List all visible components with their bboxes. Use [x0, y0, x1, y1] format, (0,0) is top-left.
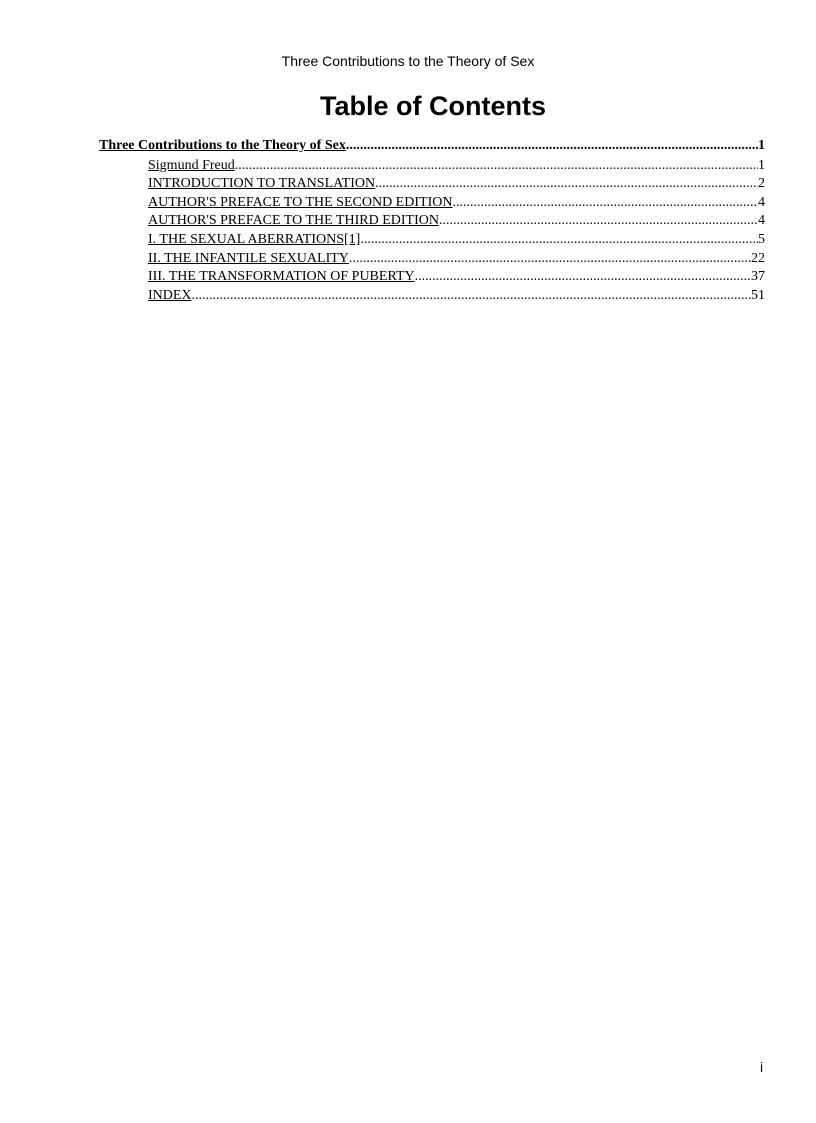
toc-link-sexual-aberrations[interactable]: I. THE SEXUAL ABERRATIONS[1]: [148, 231, 361, 247]
toc-page-number: 22: [751, 250, 765, 266]
toc-entry: [99, 157, 765, 176]
toc-entry: [99, 175, 765, 194]
toc-page-number: 4: [758, 213, 765, 229]
toc-link-sigmund-freud[interactable]: Sigmund Freud: [148, 157, 235, 173]
toc-page-number: 37: [751, 269, 765, 285]
toc-entry: [99, 212, 765, 231]
toc-entry: [99, 231, 765, 250]
toc-main-link[interactable]: Three Contributions to the Theory of Sex: [99, 138, 346, 153]
toc-link-transformation-of-puberty[interactable]: III. THE TRANSFORMATION OF PUBERTY: [148, 269, 415, 285]
page-number: i: [760, 1059, 764, 1075]
toc-entry: [99, 250, 765, 269]
dot-leader: [346, 137, 758, 156]
dot-leader: [415, 268, 751, 287]
toc-entry: [99, 268, 765, 287]
dot-leader: [375, 175, 758, 194]
running-header: Three Contributions to the Theory of Sex: [281, 53, 535, 69]
toc-entry: [99, 194, 765, 213]
page-title: Table of Contents: [320, 91, 546, 121]
toc-link-preface-third-edition[interactable]: AUTHOR'S PREFACE TO THE THIRD EDITION: [148, 213, 439, 229]
toc-page-number: 1: [758, 138, 765, 153]
toc-page-number: 2: [758, 176, 765, 192]
dot-leader: [452, 194, 758, 213]
toc-main-entry: [99, 137, 765, 156]
toc-link-introduction[interactable]: INTRODUCTION TO TRANSLATION: [148, 176, 376, 192]
toc-link-index[interactable]: INDEX: [148, 287, 192, 303]
toc-page-number: 1: [758, 157, 765, 173]
dot-leader: [360, 231, 758, 250]
toc-link-infantile-sexuality[interactable]: II. THE INFANTILE SEXUALITY: [148, 250, 349, 266]
toc-page-number: 4: [758, 194, 765, 210]
dot-leader: [192, 287, 751, 306]
toc-entry: [99, 287, 765, 306]
toc-page-number: 51: [751, 287, 765, 303]
dot-leader: [349, 250, 751, 269]
table-of-contents: [99, 137, 765, 305]
dot-leader: [235, 157, 758, 176]
toc-page-number: 5: [758, 231, 765, 247]
dot-leader: [439, 212, 758, 231]
toc-link-preface-second-edition[interactable]: AUTHOR'S PREFACE TO THE SECOND EDITION: [148, 194, 453, 210]
